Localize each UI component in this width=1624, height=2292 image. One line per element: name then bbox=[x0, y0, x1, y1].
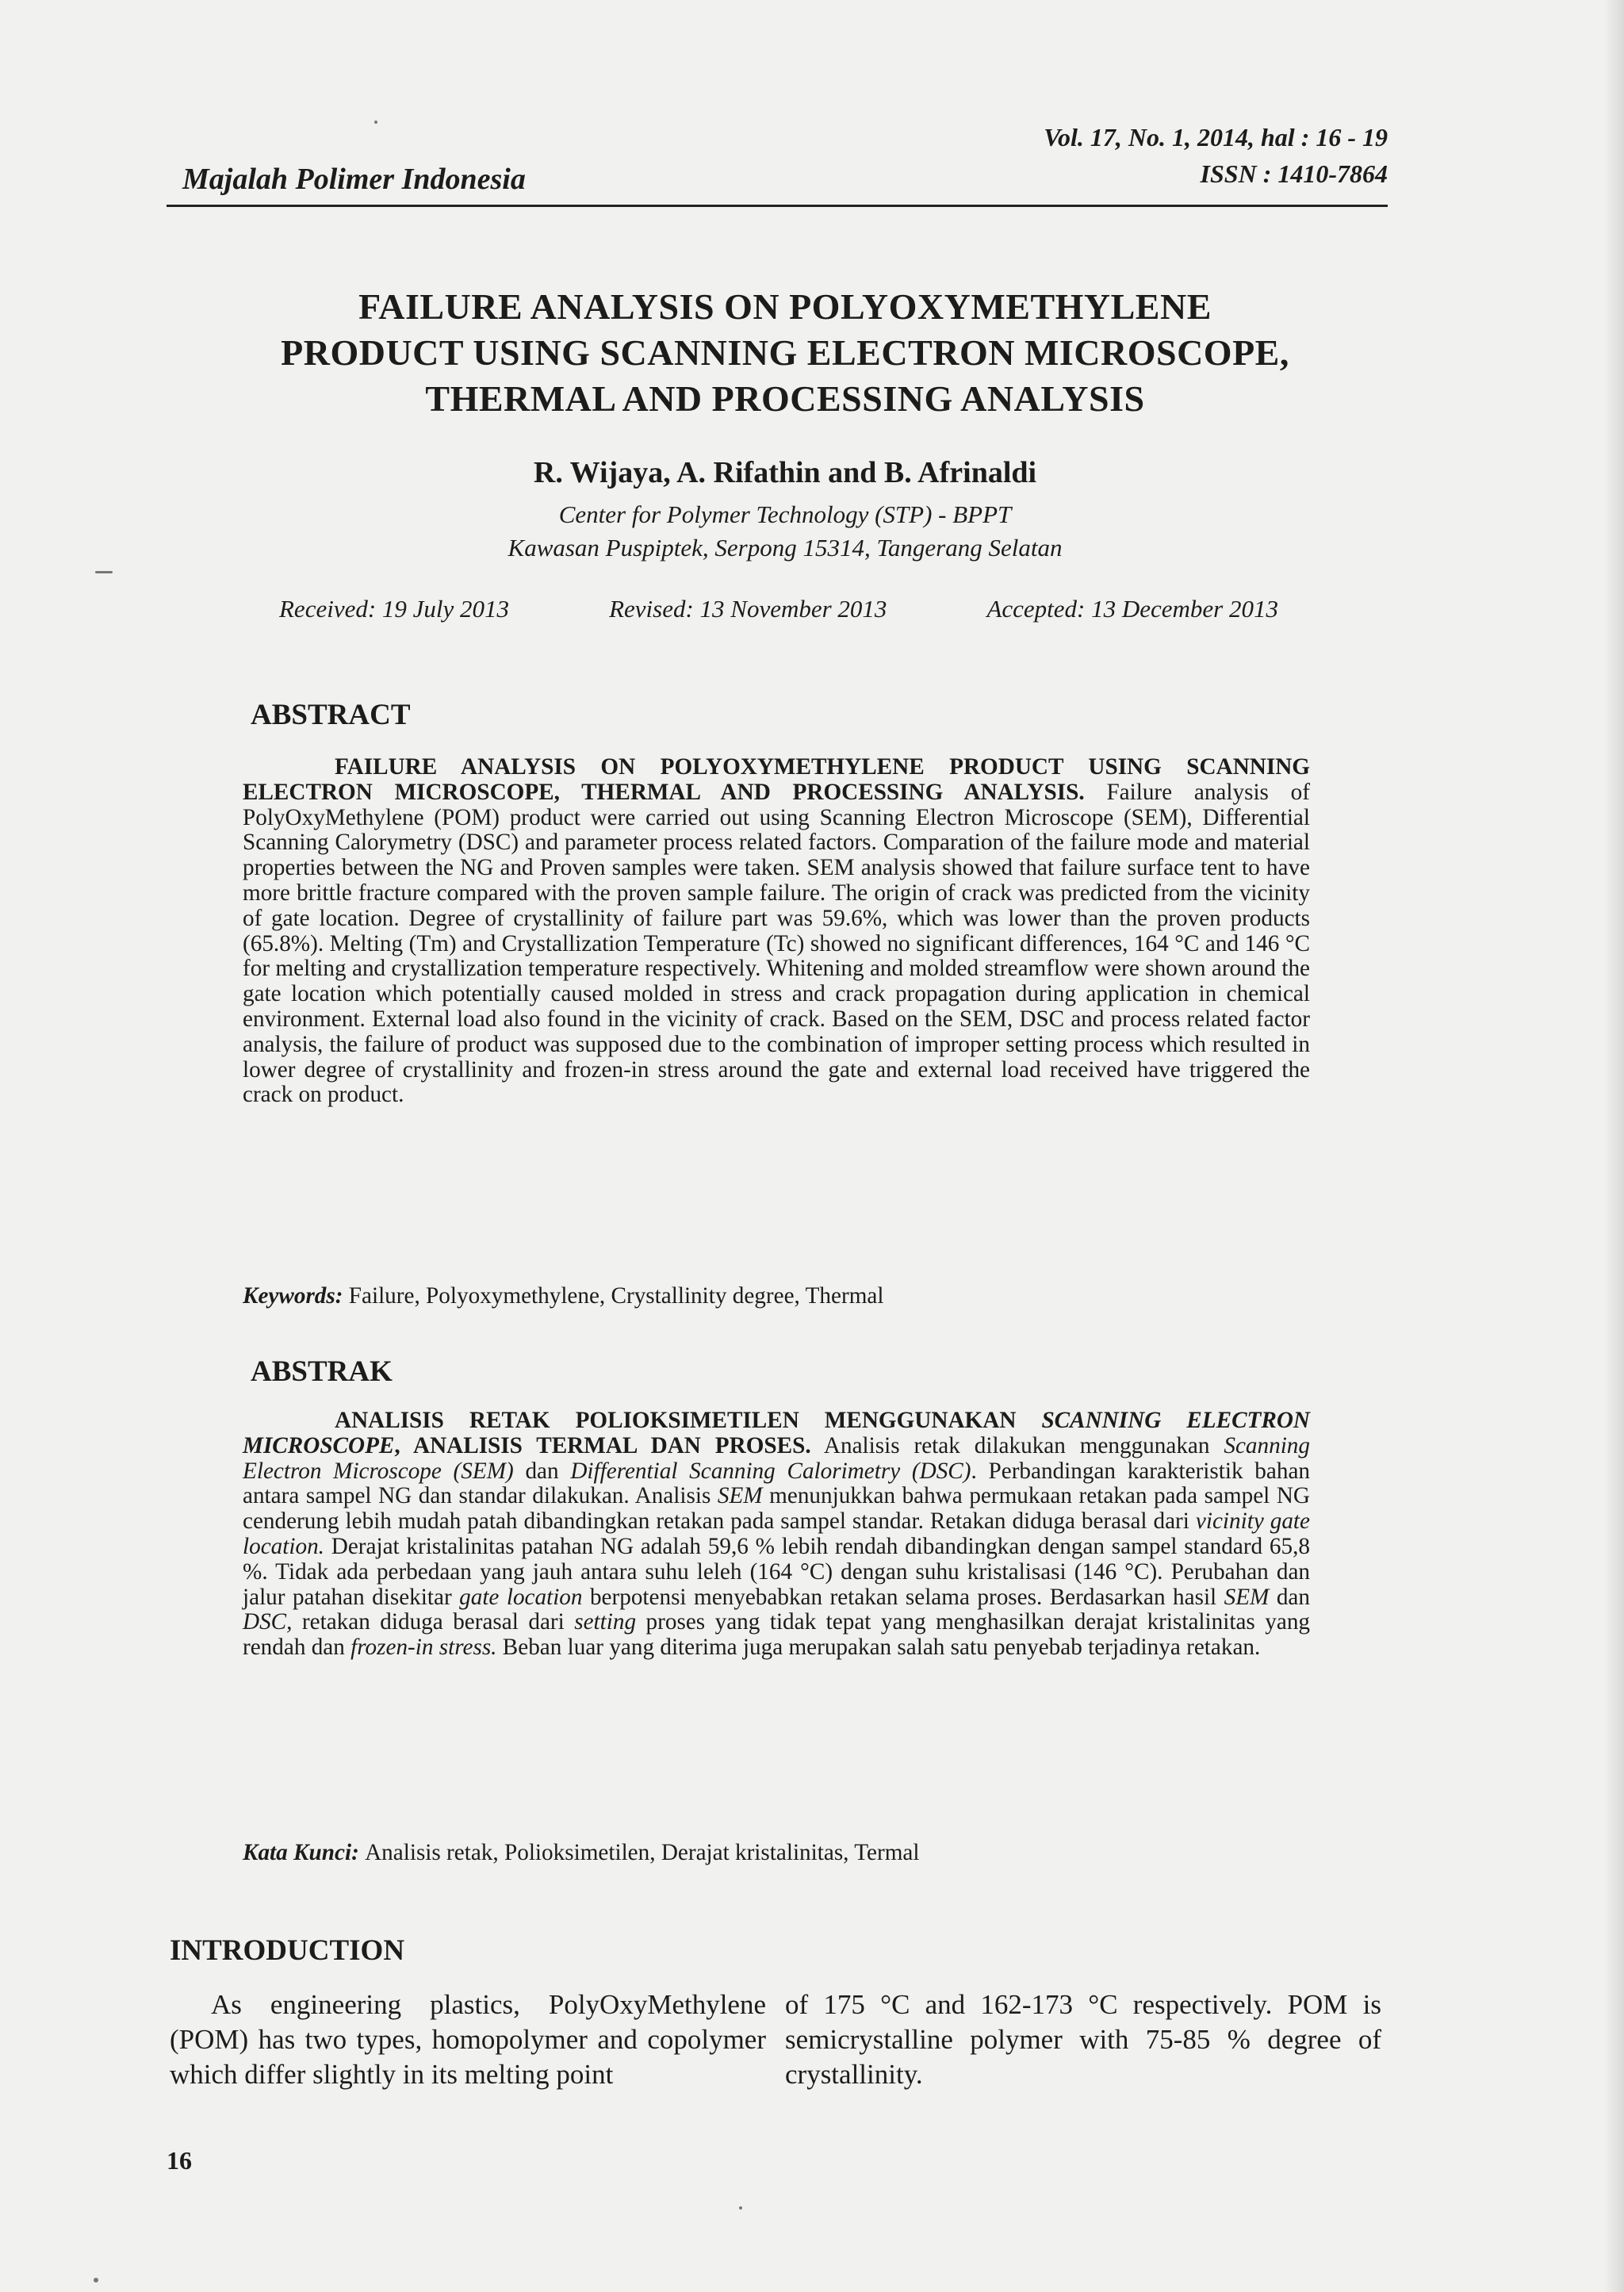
author-list: R. Wijaya, A. Rifathin and B. Afrinaldi bbox=[533, 456, 1037, 489]
abstrak-paragraph: ANALISIS RETAK POLIOKSIMETILEN MENGGUNAKAN SCANNING ELECTRON MICROSCOPE, ANALISIS TERMAL DAN PROSES. Analisis retak dilakukan menggunakan Scanning Electron Microscope (SEM) dan Differential Scanning Calorimetry (DSC). Perbandingan karakteristik bahan antara sampel NG dan standar dilakukan. Analisis SEM menunjukkan bahwa permukaan retakan pada sampel NG cenderung lebih mudah patah dibandingkan retakan pada sampel standar. Retakan diduga berasal dari vicinity gate location. Derajat kristalinitas patahan NG adalah 59,6 % lebih rendah dibandingkan dengan sampel standard 65,8 %. Tidak ada perbedaan yang jauh antara suhu leleh (164 °C) dengan suhu kristalisasi (146 °C). Perubahan dan jalur patahan disekitar gate location berpotensi menyebabkan retakan selama proses. Berdasarkan hasil SEM dan DSC, retakan diduga berasal dari setting proses yang tidak tepat yang menghasilkan derajat kristalinitas yang rendah dan frozen-in stress. Beban luar yang diterima juga merupakan salah satu penyebab terjadinya retakan. bbox=[243, 1408, 1311, 1661]
intro-left-column: As engineering plastics, PolyOxyMethylene (POM) has two types, homopolymer and copolymer which differ slightly in its melting point bbox=[170, 1989, 766, 2090]
intro-right-column: of 175 °C and 162-173 °C respectively. POM is semicrystalline polymer with 75-85 % degree of crystallinity. bbox=[785, 1989, 1381, 2090]
volume-info bbox=[1044, 119, 1388, 192]
kata-kunci-list: Analisis retak, Polioksimetilen, Derajat kristalinitas, Termal bbox=[365, 1840, 920, 1865]
revised-date: Revised: 13 November 2013 bbox=[609, 595, 887, 623]
accepted-date: Accepted: 13 December 2013 bbox=[986, 595, 1278, 623]
title-line-3: THERMAL AND PROCESSING ANALYSIS bbox=[425, 378, 1145, 419]
abstract-paragraph bbox=[243, 755, 1310, 1108]
abstract-text: Failure analysis of PolyOxyMethylene (POM) product were carried out using Scanning Electron Microscope (SEM), Differential Scanning Calorymetry (DSC) and parameter process related factors. Comparation of the failure mode and material properties between the NG and Proven samples were taken. SEM analysis showed that failure surface tent to have more brittle fracture compared with the proven sample failure. The origin of crack was predicted from the vicinity of gate location. Degree of crystallinity of failure part was 59.6%, which was lower than the proven products (65.8%). Melting (Tm) and Crystallization Temperature (Tc) showed no significant differences, 164 °C and 146 °C for melting and crystallization temperature respectively. Whitening and molded streamflow were shown around the gate location which potentially caused molded in stress and crack propagation during application in chemical environment. External load also found in the vicinity of crack. Based on the SEM, DSC and process related factor analysis, the failure of product was supposed due to the combination of improper setting process which resulted in lower degree of crystallinity and frozen-in stress around the gate and external load received have triggered the crack on product. bbox=[243, 779, 1310, 1108]
running-header bbox=[167, 117, 1388, 207]
title-line-2: PRODUCT USING SCANNING ELECTRON MICROSCOPE, bbox=[281, 332, 1289, 373]
kata-kunci-line: Kata Kunci: Analisis retak, Polioksimetilen, Derajat kristalinitas, Termal bbox=[243, 1840, 920, 1865]
abstract-lead-title: FAILURE ANALYSIS ON POLYOXYMETHYLENE PRODUCT USING SCANNING ELECTRON MICROSCOPE, THERMAL AND PROCESSING ANALYSIS. bbox=[243, 754, 1310, 805]
journal-name: Majalah Polimer Indonesia bbox=[182, 163, 526, 196]
submission-dates bbox=[279, 595, 1278, 623]
page-number: 16 bbox=[167, 2146, 192, 2175]
scan-dot bbox=[739, 2206, 742, 2210]
affiliation-line-2: Kawasan Puspiptek, Serpong 15314, Tangerang Selatan bbox=[508, 534, 1063, 562]
keywords-list: Failure, Polyoxymethylene, Crystallinity degree, Thermal bbox=[348, 1283, 884, 1309]
paper-title bbox=[198, 284, 1372, 422]
volume-line: Vol. 17, No. 1, 2014, hal : 16 - 19 bbox=[1044, 123, 1388, 151]
abstract-heading: ABSTRACT bbox=[251, 699, 411, 731]
issn-line: ISSN : 1410-7864 bbox=[1200, 159, 1388, 188]
title-line-1: FAILURE ANALYSIS ON POLYOXYMETHYLENE bbox=[358, 286, 1212, 327]
affiliation-line-1: Center for Polymer Technology (STP) - BPPT bbox=[558, 500, 1012, 528]
received-date: Received: 19 July 2013 bbox=[279, 595, 510, 623]
page-edge-shadow bbox=[1603, 0, 1624, 2292]
abstrak-heading: ABSTRAK bbox=[251, 1355, 393, 1388]
keywords-line: Keywords: Failure, Polyoxymethylene, Crystallinity degree, Thermal bbox=[243, 1283, 884, 1309]
introduction-heading: INTRODUCTION bbox=[170, 1934, 405, 1967]
scan-mark bbox=[95, 571, 113, 573]
keywords-label: Keywords bbox=[243, 1283, 335, 1309]
affiliation bbox=[198, 498, 1372, 565]
kata-kunci-label: Kata Kunci bbox=[243, 1840, 352, 1865]
scan-dot bbox=[94, 2278, 98, 2282]
scan-dot bbox=[374, 121, 377, 124]
